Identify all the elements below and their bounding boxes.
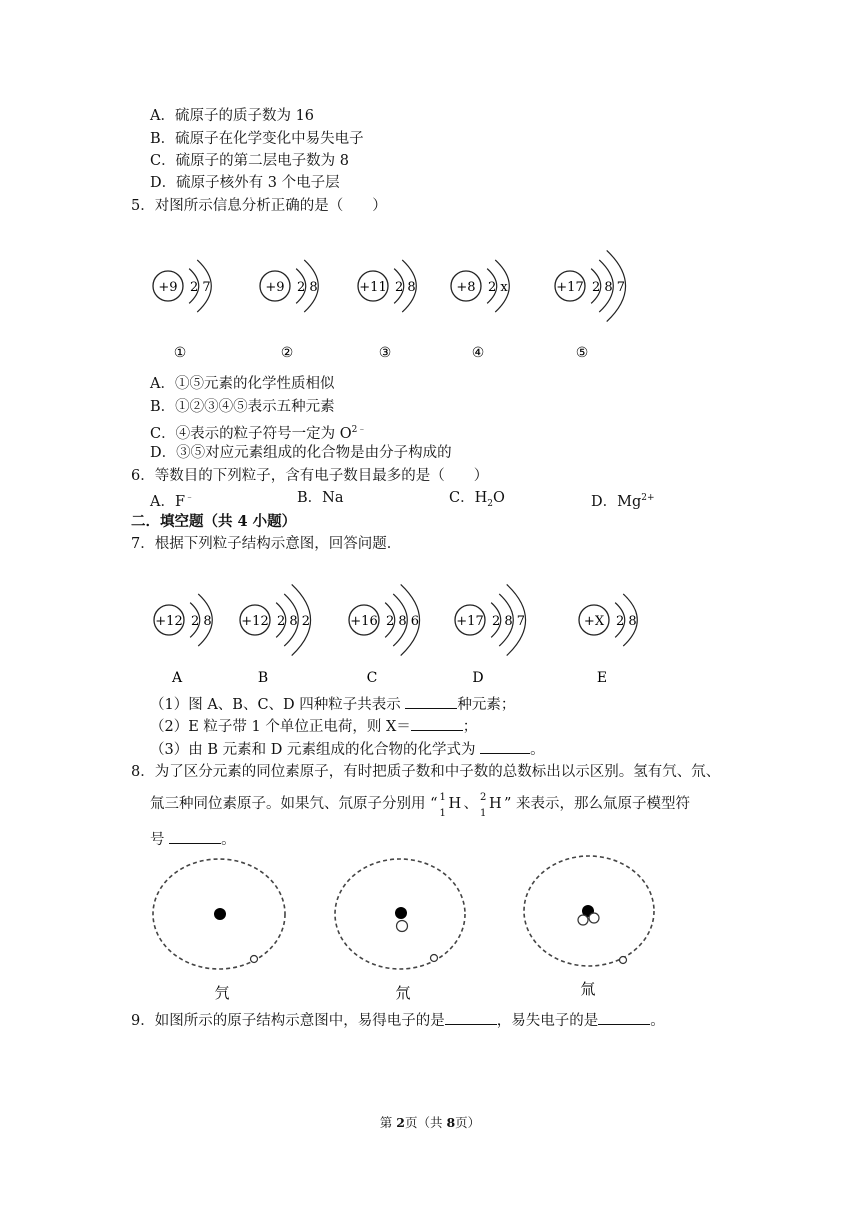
q7-atom-4 — [455, 584, 526, 686]
q8-line2: 氚三种同位素原子。如果氕、氘原子分别用 “ 1 1 H 、 2 1 H ” 来表示，那么氚原子模型符 — [150, 792, 691, 819]
answer-blank — [411, 716, 463, 731]
q6-option-c: C．$H_2O$ — [449, 490, 505, 509]
figure-label: A — [171, 670, 183, 686]
section-heading: 二．填空题（共 4 小题） — [131, 513, 297, 530]
figure-label: ① — [173, 345, 187, 361]
hydrogen-isotope-models — [0, 848, 860, 1008]
shell-electron-counts: 2 8 — [616, 614, 637, 629]
nucleus-charge: +11 — [359, 280, 387, 295]
q5-atom-3 — [358, 260, 416, 361]
neutron — [578, 915, 588, 925]
q5-atom-diagrams — [0, 220, 860, 400]
q7-atom-2 — [240, 584, 311, 686]
shell-electron-counts: 2 8 — [297, 280, 318, 295]
proton — [214, 908, 226, 920]
q5-atom-2 — [260, 260, 318, 361]
q7-sub2: （2）E 粒子带 1 个单位正电荷，则 X＝ ； — [150, 716, 477, 737]
neutron — [397, 921, 408, 932]
q4-option-d: D．硫原子核外有 3 个电子层 — [150, 175, 340, 191]
answer-blank — [405, 694, 457, 709]
q7-sub1: （1）图 A、B、C、D 四种粒子共表示 种元素； — [150, 694, 515, 715]
nucleus-charge: +16 — [350, 614, 378, 629]
isotope-symbol-h1: 1 1 H — [439, 792, 462, 819]
nucleus-charge: +8 — [456, 280, 476, 295]
tritium-model — [524, 856, 654, 998]
q6-stem: 6．等数目的下列粒子，含有电子数目最多的是（ ） — [131, 468, 489, 484]
nucleus-charge: +17 — [456, 614, 484, 629]
q5-atom-1 — [153, 260, 211, 361]
q7-sub3: （3）由 B 元素和 D 元素组成的化合物的化学式为 。 — [150, 739, 545, 760]
answer-blank — [598, 1010, 650, 1025]
electron — [431, 955, 438, 962]
nucleus-charge: +X — [583, 614, 605, 629]
deuterium-model — [335, 859, 465, 1002]
proton — [395, 907, 407, 919]
q5-option-d: D．③⑤对应元素组成的化合物是由分子构成的 — [150, 445, 452, 461]
shell-electron-counts: 2 7 — [190, 280, 211, 295]
figure-label: D — [472, 670, 484, 686]
q7-atom-3 — [349, 584, 420, 686]
shell-electron-counts: 2 8 7 — [492, 614, 526, 629]
isotope-symbol-h2: 2 1 H — [480, 792, 502, 819]
q7-atom-5 — [579, 594, 637, 686]
nucleus-charge: +9 — [158, 280, 178, 295]
electron — [251, 956, 258, 963]
q7-atom-diagrams — [0, 558, 860, 693]
electron — [620, 957, 627, 964]
q7-stem: 7．根据下列粒子结构示意图，回答问题． — [131, 536, 402, 552]
isotope-label-tritium: 氚 — [580, 980, 596, 998]
isotope-label-protium: 氕 — [214, 984, 230, 1002]
q8-line1: 8．为了区分元素的同位素原子，有时把质子数和中子数的总数标出以示区别。氢有氕、氘、 — [131, 764, 721, 780]
q5-stem: 5．对图所示信息分析正确的是（ ） — [131, 198, 387, 214]
q6-option-d: D．$Mg^{2+}$ — [591, 493, 655, 510]
nucleus-charge: +17 — [556, 280, 584, 295]
q5-atom-4 — [451, 260, 509, 361]
nucleus-charge: +9 — [265, 280, 285, 295]
q6-option-a: A．F﹣ — [150, 493, 195, 510]
page-footer: 第 2页（共 8页） — [379, 1115, 481, 1130]
q5-option-a: A．①⑤元素的化学性质相似 — [150, 376, 335, 392]
q7-atom-1 — [154, 594, 212, 686]
q4-option-b: B．硫原子在化学变化中易失电子 — [150, 131, 364, 147]
neutron — [589, 913, 599, 923]
shell-electron-counts: 2 8 — [395, 280, 416, 295]
nucleus-charge: +12 — [155, 614, 183, 629]
shell-electron-counts: 2 8 2 — [277, 614, 311, 629]
figure-label: ② — [280, 345, 294, 361]
shell-electron-counts: 2 x — [488, 280, 508, 295]
shell-electron-counts: 2 8 7 — [592, 280, 626, 295]
q6-option-b: B．Na — [297, 490, 344, 506]
figure-label: B — [257, 670, 269, 686]
figure-label: ③ — [378, 345, 392, 361]
nucleus-charge: +12 — [241, 614, 269, 629]
shell-electron-counts: 2 8 — [191, 614, 212, 629]
q4-option-a: A．硫原子的质子数为 16 — [150, 108, 315, 124]
answer-blank — [445, 1010, 497, 1025]
figure-label: ⑤ — [575, 345, 589, 361]
shell-electron-counts: 2 8 6 — [386, 614, 420, 629]
protium-model — [153, 859, 285, 1002]
q9-stem: 9．如图所示的原子结构示意图中，易得电子的是 ，易失电子的是 。 — [131, 1010, 665, 1031]
q4-option-c: C．硫原子的第二层电子数为 8 — [150, 153, 349, 169]
figure-label: C — [366, 670, 378, 686]
q5-option-b: B．①②③④⑤表示五种元素 — [150, 399, 335, 415]
answer-blank — [480, 739, 530, 754]
answer-blank — [169, 829, 221, 844]
q8-line3: 号 。 — [150, 829, 236, 850]
q5-option-c: C．④表示的粒子符号一定为 $O^{2﹣}$ — [150, 425, 367, 442]
figure-label: E — [596, 670, 608, 686]
q5-atom-5 — [555, 250, 626, 361]
isotope-label-deuterium: 氘 — [395, 984, 411, 1002]
figure-label: ④ — [471, 345, 485, 361]
